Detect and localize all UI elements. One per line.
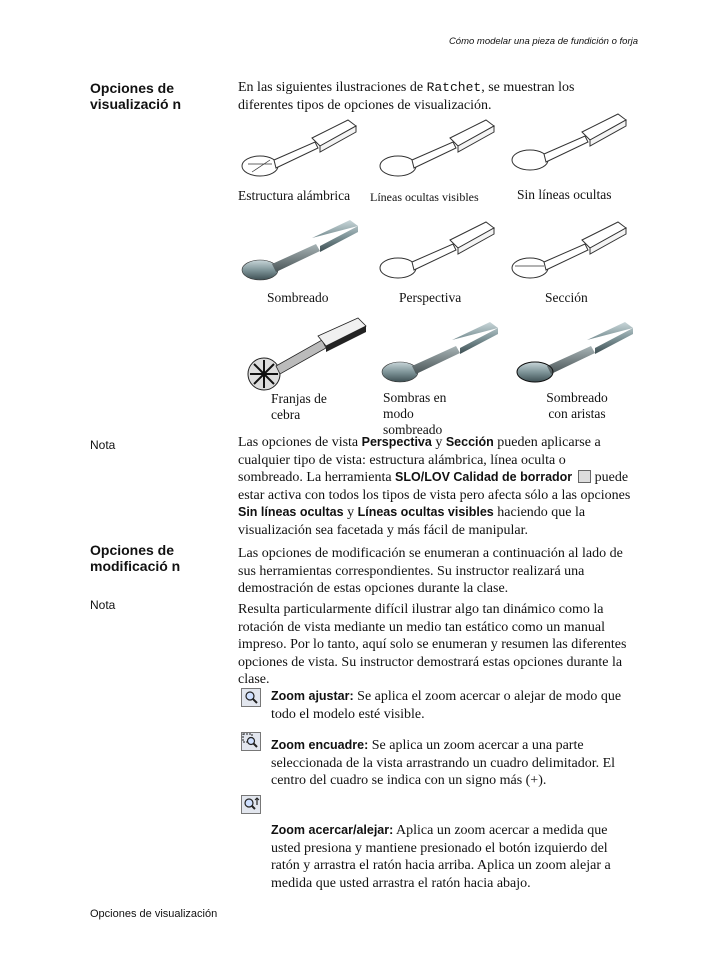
note-label: Nota — [90, 438, 116, 452]
note-label-2: Nota — [90, 598, 116, 612]
figure-shaded-edges — [517, 322, 633, 382]
caption-perspective: Perspectiva — [399, 290, 462, 305]
zoom-in-out-icon[interactable] — [241, 795, 261, 814]
figure-perspective — [380, 222, 494, 278]
caption-section: Sección — [545, 290, 588, 305]
zoom-fit-icon[interactable] — [241, 688, 261, 707]
tool-zoom-fit: Zoom ajustar: Se aplica el zoom acercar o alejar de modo que todo el modelo esté visible. — [271, 689, 622, 722]
figure-wireframe — [242, 120, 356, 176]
note-paragraph-2: Resulta particularmente difícil ilustrar algo tan dinámico como la rotación de vista mediante un medio tan estático como un manual impreso. Por lo tanto, aquí solo se enumeran y resumen las diferentes opciones de vista. Su instructor demostrará estas opciones durante la clase. — [238, 602, 627, 687]
page-footer: Opciones de visualización — [90, 908, 218, 920]
draft-quality-icon — [578, 470, 591, 483]
figure-shaded — [242, 220, 358, 280]
section-heading-display: Opciones de visualizació n — [90, 80, 182, 112]
caption-no-hidden: Sin líneas ocultas — [517, 187, 612, 202]
caption-shadows: Sombras en modo sombreado — [383, 390, 447, 437]
caption-shaded: Sombreado — [267, 290, 329, 305]
intro-paragraph: En las siguientes ilustraciones de Ratchet, se muestran los diferentes tipos de opciones de visualización. — [238, 80, 575, 113]
modify-paragraph: Las opciones de modificación se enumeran a continuación al lado de sus herramientas correspondientes. Su instructor realizará una demostración de estas opciones durante la clase. — [238, 546, 623, 596]
caption-hidden-visible: Líneas ocultas visibles — [370, 190, 479, 204]
tool-zoom-window: Zoom encuadre: Se aplica un zoom acercar a una parte seleccionada de la vista arrastrando un cuadro delimitador. El centro del cuadro se indica con un signo más (+). — [271, 738, 616, 788]
caption-zebra: Franjas de cebra — [271, 391, 327, 422]
ratchet-figures — [230, 108, 650, 408]
figure-shadows-shaded — [382, 322, 498, 382]
figure-hidden-lines-visible — [380, 120, 494, 176]
running-header: Cómo modelar una pieza de fundición o forja — [448, 36, 638, 47]
note-paragraph: Las opciones de vista Perspectiva y Sección pueden aplicarse a cualquier tipo de vista: estructura alámbrica, línea oculta o sombreado. La herramienta SLO/LOV Calidad de borrador puede estar activa con todos los tipos de vista pero afecta sólo a las opciones Sin líneas ocultas y Líneas ocultas visibles haciendo que la visualización sea facetada y más fácil de manipular. — [238, 435, 631, 538]
section-heading-modify: Opciones de modificació n — [90, 542, 181, 574]
figure-zebra-stripes — [248, 318, 366, 390]
tool-zoom-in-out: Zoom acercar/alejar: Aplica un zoom acercar a medida que usted presiona y mantiene presionado el botón izquierdo del ratón y arrastra el ratón hacia arriba. Aplica un zoom alejar a medida que usted arrastra el ratón hacia abajo. — [271, 823, 611, 891]
caption-wireframe: Estructura alámbrica — [238, 188, 351, 203]
figure-no-hidden-lines — [512, 114, 626, 170]
figure-section — [512, 222, 626, 278]
zoom-window-icon[interactable] — [241, 732, 261, 751]
caption-shaded-edges: Sombreado con aristas — [546, 390, 608, 421]
